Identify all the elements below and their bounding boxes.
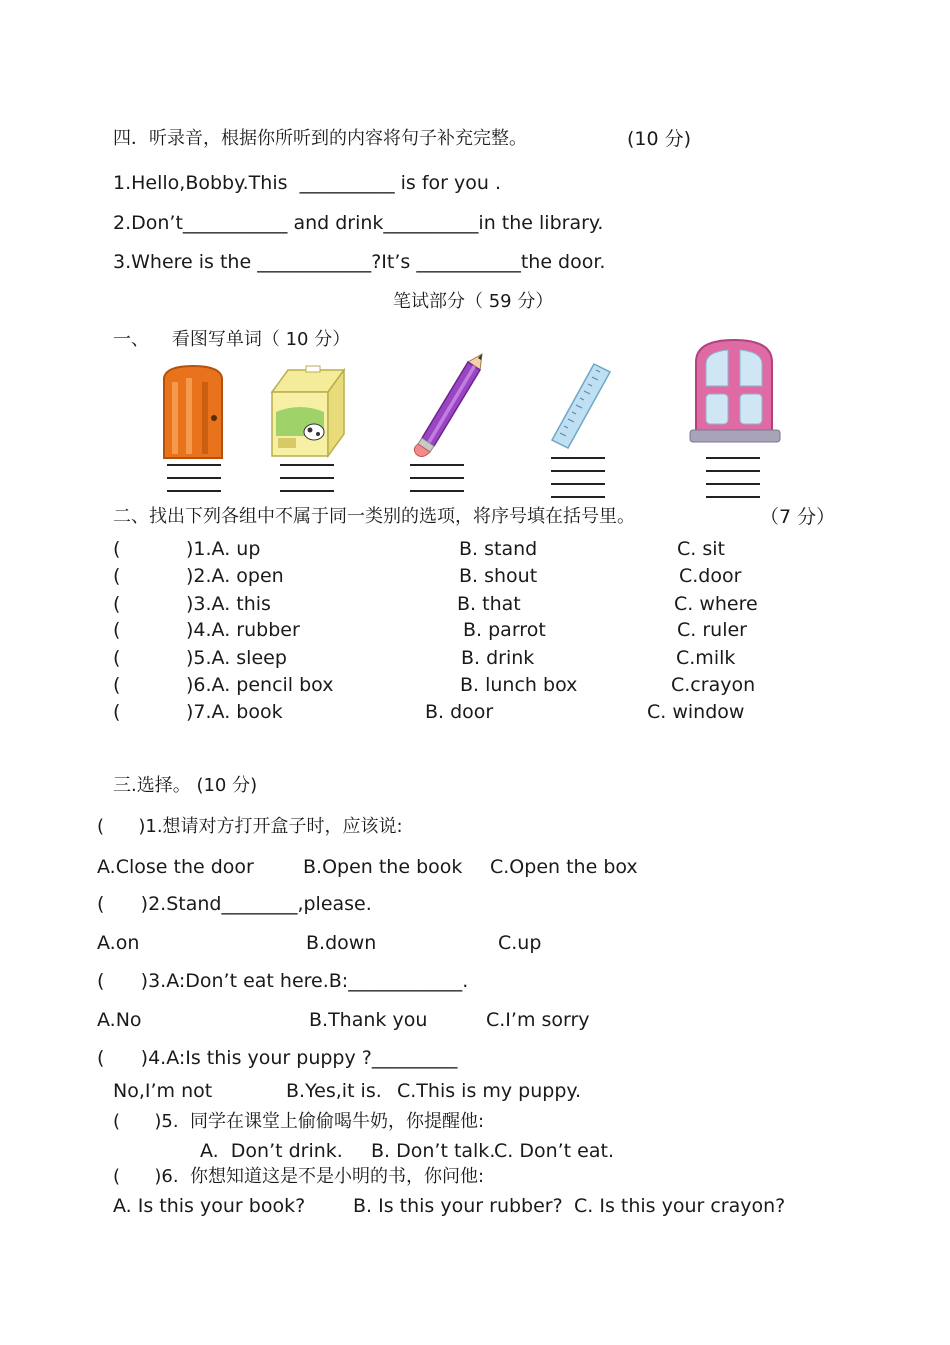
question-stem: ( )4.A:Is this your puppy ?_________ (97, 1047, 458, 1069)
choice-b: B. Is this your rubber? (353, 1195, 563, 1217)
choice-c: C.This is my puppy. (397, 1080, 581, 1102)
question-stem: ( )3.A:Don’t eat here.B:____________. (97, 970, 469, 992)
answer-paren[interactable]: ( (113, 593, 121, 615)
answer-paren[interactable]: ( (113, 647, 121, 669)
answer-lines-2 (280, 464, 334, 503)
option-b: B. drink (461, 647, 535, 669)
option-c: C. window (647, 701, 745, 723)
choice-a: A. Don’t drink. (200, 1140, 343, 1162)
choice-c: C.up (498, 932, 542, 954)
option-c: C. ruler (677, 619, 747, 641)
choice-b: B.Yes,it is. (286, 1080, 382, 1102)
listening-score: (10 分) (627, 128, 692, 150)
option-b: B. door (425, 701, 494, 723)
answer-paren[interactable]: ( (113, 674, 121, 696)
door-icon (158, 364, 228, 460)
choice-b: B. Don’t talk. (371, 1140, 496, 1162)
answer-lines-5 (706, 457, 760, 509)
option-b: B. shout (459, 565, 538, 587)
option-b: B. lunch box (460, 674, 578, 696)
listening-line-2: 2.Don’t___________ and drink__________in the library. (113, 212, 604, 234)
milk-carton-icon (262, 362, 354, 460)
part2-score: （7 分） (760, 506, 836, 528)
pencil-icon (410, 352, 486, 460)
option-b: B. that (457, 593, 521, 615)
part2-heading: 二、找出下列各组中不属于同一类别的选项，将序号填在括号里。 (113, 506, 635, 527)
option-a: )2.A. open (186, 565, 284, 587)
ruler-icon (548, 362, 614, 452)
listening-heading: 四．听录音，根据你所听到的内容将句子补充完整。 (113, 128, 527, 149)
window-icon (688, 336, 782, 448)
written-part-title: 笔试部分（ 59 分） (393, 291, 554, 312)
part3-heading: 三.选择。 (10 分) (113, 775, 258, 796)
option-b: B. stand (459, 538, 538, 560)
answer-lines-3 (410, 464, 464, 503)
choice-b: B.down (306, 932, 377, 954)
option-a: )7.A. book (186, 701, 283, 723)
choice-c: C.Open the box (490, 856, 638, 878)
option-c: C. where (674, 593, 758, 615)
option-c: C. sit (677, 538, 725, 560)
answer-paren[interactable]: ( (113, 565, 121, 587)
option-b: B. parrot (463, 619, 546, 641)
option-c: C.milk (676, 647, 736, 669)
listening-line-3: 3.Where is the ____________?It’s ___________the door. (113, 251, 606, 273)
choice-a: A.No (97, 1009, 142, 1031)
option-a: )4.A. rubber (186, 619, 300, 641)
answer-paren[interactable]: ( (113, 701, 121, 723)
answer-paren[interactable]: ( (113, 619, 121, 641)
option-a: )1.A. up (186, 538, 261, 560)
question-stem: ( )5. 同学在课堂上偷偷喝牛奶，你提醒他: (113, 1111, 485, 1132)
part1-heading: 一、 看图写单词（ 10 分） (113, 329, 351, 350)
listening-line-1: 1.Hello,Bobby.This __________ is for you . (113, 172, 501, 194)
choice-a: A. Is this your book? (113, 1195, 306, 1217)
answer-paren[interactable]: ( (113, 538, 121, 560)
choice-c: C.I’m sorry (486, 1009, 590, 1031)
option-a: )5.A. sleep (186, 647, 287, 669)
choice-a: A.on (97, 932, 140, 954)
choice-c: C. Don’t eat. (494, 1140, 614, 1162)
option-c: C.door (679, 565, 742, 587)
choice-b: B.Open the book (303, 856, 463, 878)
question-stem: ( )1.想请对方打开盒子时，应该说: (97, 816, 403, 837)
choice-a: A.Close the door (97, 856, 254, 878)
choice-b: B.Thank you (309, 1009, 428, 1031)
answer-lines-1 (167, 464, 221, 503)
question-stem: ( )6. 你想知道这是不是小明的书，你问他: (113, 1166, 485, 1187)
choice-a: No,I’m not (113, 1080, 213, 1102)
answer-lines-4 (551, 457, 605, 509)
choice-c: C. Is this your crayon? (574, 1195, 786, 1217)
option-c: C.crayon (671, 674, 756, 696)
option-a: )6.A. pencil box (186, 674, 334, 696)
option-a: )3.A. this (186, 593, 271, 615)
question-stem: ( )2.Stand________,please. (97, 893, 372, 915)
